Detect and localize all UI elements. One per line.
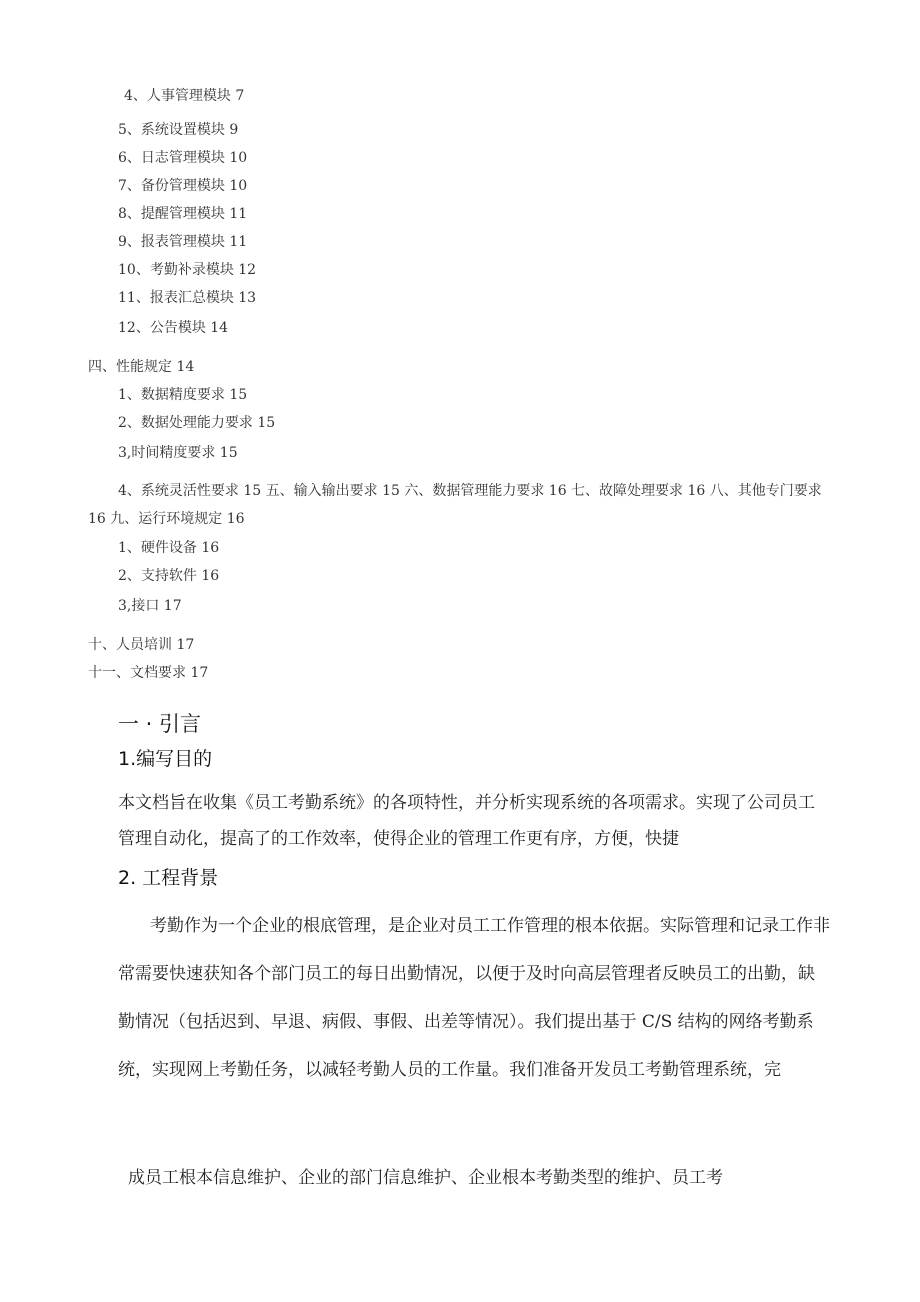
toc-item: 十、人员培训 17 (88, 637, 195, 653)
toc-item: 11、报表汇总模块 13 (118, 290, 257, 306)
section-title: 一 · 引言 (118, 712, 202, 736)
subsection-title: 1.编写目的 (118, 748, 213, 770)
toc-item: 6、日志管理模块 10 (118, 150, 248, 166)
toc-item: 十一、文档要求 17 (88, 665, 209, 681)
toc-item: 10、考勤补录模块 12 (118, 262, 257, 278)
toc-item: 4、人事管理模块 7 (124, 88, 245, 104)
toc-item: 5、系统设置模块 9 (118, 122, 239, 138)
toc-item: 3,接口 17 (118, 598, 182, 614)
toc-item: 7、备份管理模块 10 (118, 178, 248, 194)
toc-item: 1、硬件设备 16 (118, 540, 220, 556)
toc-item: 4、系统灵活性要求 15 五、输入输出要求 15 六、数据管理能力要求 16 七、故障处理要求 16 八、其他专门要求 16 九、运行环境规定 16 (88, 483, 822, 527)
paragraph: 考勤作为一个企业的根底管理，是企业对员工工作管理的根本依据。实际管理和记录工作非常需要快速获知各个部门员工的每日出勤情况，以便于及时向高层管理者反映员工的出勤，缺勤情况（包括迟到、早退、病假、事假、出差等情况）。我们提出基于 C/S 结构的网络考勤系统，实现网上考勤任务，以减轻考勤人员的工作量。我们准备开发员工考勤管理系统，完 (118, 916, 830, 1080)
paragraph: 成员工根本信息维护、企业的部门信息维护、企业根本考勤类型的维护、员工考 (128, 1168, 723, 1188)
toc-item: 1、数据精度要求 15 (118, 387, 248, 403)
toc-item: 四、性能规定 14 (88, 359, 195, 375)
toc-item: 2、支持软件 16 (118, 568, 220, 584)
toc-item: 8、提醒管理模块 11 (118, 206, 248, 222)
subsection-title: 2. 工程背景 (118, 867, 219, 889)
toc-item: 2、数据处理能力要求 15 (118, 415, 276, 431)
toc-item: 12、公告模块 14 (118, 320, 229, 336)
paragraph: 本文档旨在收集《员工考勤系统》的各项特性，并分析实现系统的各项需求。实现了公司员工管理自动化，提高了的工作效率，使得企业的管理工作更有序，方便，快捷 (118, 793, 815, 849)
toc-item: 3,时间精度要求 15 (118, 445, 238, 461)
toc-item: 9、报表管理模块 11 (118, 234, 248, 250)
